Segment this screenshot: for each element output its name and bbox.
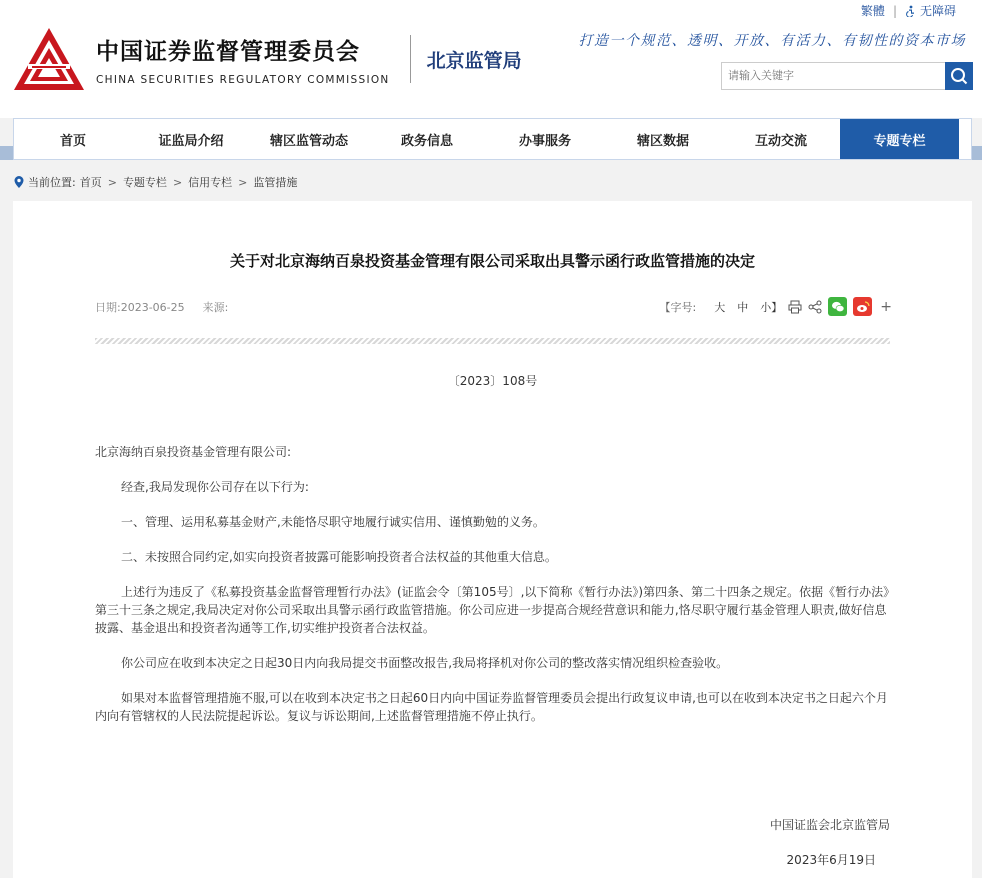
article-tools (660, 297, 892, 316)
search-button[interactable] (945, 62, 973, 90)
date-label: 日期: (95, 301, 121, 314)
breadcrumb-special-topics[interactable]: 专题专栏 (122, 176, 167, 189)
body-paragraph: 如果对本监督管理措施不服,可以在收到本决定书之日起60日内向中国证券监督管理委员会提出行政复议申请,也可以在收到本决定书之日起六个月内向有管辖权的人民法院提起诉讼。复议与诉讼期间,上述监督管理措施不停止执行。 (95, 691, 888, 723)
article-panel (13, 201, 972, 878)
location-pin-icon (14, 176, 24, 188)
wechat-icon (831, 300, 845, 314)
breadcrumb-separator: > (238, 175, 248, 189)
bureau-name: 北京监管局 (426, 49, 522, 72)
breadcrumb-measures[interactable]: 监管措施 (253, 176, 298, 189)
font-size-small[interactable]: 小】 (760, 300, 783, 314)
nav-item-government-info[interactable]: 政务信息 (400, 133, 453, 149)
addressee: 北京海纳百泉投资基金管理有限公司: (95, 445, 292, 459)
logo-divider (410, 35, 411, 83)
document-number: 〔2023〕108号 (447, 374, 538, 388)
slogan: 打造一个规范、透明、开放、有活力、有韧性的资本市场 (578, 33, 966, 49)
signature: 中国证监会北京监管局 (769, 818, 890, 832)
body-paragraph: 经查,我局发现你公司存在以下行为: (121, 480, 309, 494)
accessibility-icon (905, 5, 917, 17)
more-share-button[interactable]: + (880, 298, 892, 315)
org-name-cn: 中国证券监督管理委员会 (96, 38, 360, 65)
breadcrumb-separator: > (107, 175, 117, 189)
nav-item-interaction[interactable]: 互动交流 (754, 133, 807, 149)
site-header (0, 0, 982, 118)
wechat-share-button[interactable] (828, 297, 847, 316)
article-meta (95, 299, 228, 315)
nav-item-home[interactable]: 首页 (59, 133, 86, 149)
body-paragraph: 二、未按照合同约定,如实向投资者披露可能影响投资者合法权益的其他重大信息。 (121, 550, 557, 564)
accessibility-label: 无障碍 (919, 4, 956, 18)
nav-item-regulatory-news[interactable]: 辖区监管动态 (269, 133, 348, 149)
date-value: 2023-06-25 (120, 301, 185, 314)
article-title: 关于对北京海纳百泉投资基金管理有限公司采取出具警示函行政监管措施的决定 (229, 252, 755, 270)
font-size-large[interactable]: 大 (714, 300, 726, 314)
csrc-logo-icon (12, 26, 86, 92)
traditional-chinese-link[interactable]: 繁體 (860, 4, 885, 18)
logo-text (96, 33, 390, 86)
font-size-label: 【字号: (659, 300, 697, 314)
date-info (95, 299, 185, 315)
site-logo[interactable] (12, 26, 522, 92)
breadcrumb-prefix: 当前位置: (28, 176, 76, 189)
weibo-icon (856, 300, 870, 314)
body-paragraph: 你公司应在收到本决定之日起30日内向我局提交书面整改报告,我局将择机对你公司的整改落实情况组织检查验收。 (121, 656, 729, 670)
main-nav (13, 118, 972, 160)
search-input[interactable] (721, 62, 945, 90)
font-size-medium[interactable]: 中 (737, 300, 749, 314)
nav-item-data[interactable]: 辖区数据 (636, 133, 689, 149)
accessibility-link[interactable] (905, 2, 956, 19)
search-icon (950, 67, 968, 85)
search-box (721, 62, 973, 90)
source-label: 来源: (202, 301, 229, 314)
breadcrumb-home[interactable]: 首页 (79, 176, 102, 189)
nav-item-about[interactable]: 证监局介绍 (158, 133, 224, 149)
top-links (861, 2, 956, 19)
weibo-share-button[interactable] (853, 297, 872, 316)
print-icon[interactable] (788, 300, 802, 314)
breadcrumb (14, 174, 297, 190)
share-icon[interactable] (808, 300, 822, 314)
nav-item-services[interactable]: 办事服务 (518, 133, 571, 149)
body-paragraph: 一、管理、运用私募基金财产,未能恪尽职守地履行诚实信用、谨慎勤勉的义务。 (121, 515, 545, 529)
breadcrumb-separator: > (172, 175, 183, 189)
link-separator: | (892, 3, 897, 18)
article-body (95, 443, 890, 742)
breadcrumb-credit[interactable]: 信用专栏 (188, 176, 233, 189)
nav-item-special-topics[interactable]: 专题专栏 (840, 119, 959, 159)
body-paragraph: 上述行为违反了《私募投资基金监督管理暂行办法》(证监会令〔第105号〕,以下简称《暂行办法》)第四条、第二十四条之规定。依据《暂行办法》第三十三条之规定,我局决定对你公司采取出具警示函行政监管措施。你公司应进一步提高合规经营意识和能力,恪尽职守履行基金管理人职责,做好信息披露、基金退出和投资者沟通等工作,切实维护投资者合法权益。 (95, 585, 890, 635)
sign-date: 2023年6月19日 (786, 853, 876, 867)
org-name-en: CHINA SECURITIES REGULATORY COMMISSION (96, 73, 390, 86)
title-divider (95, 338, 890, 344)
